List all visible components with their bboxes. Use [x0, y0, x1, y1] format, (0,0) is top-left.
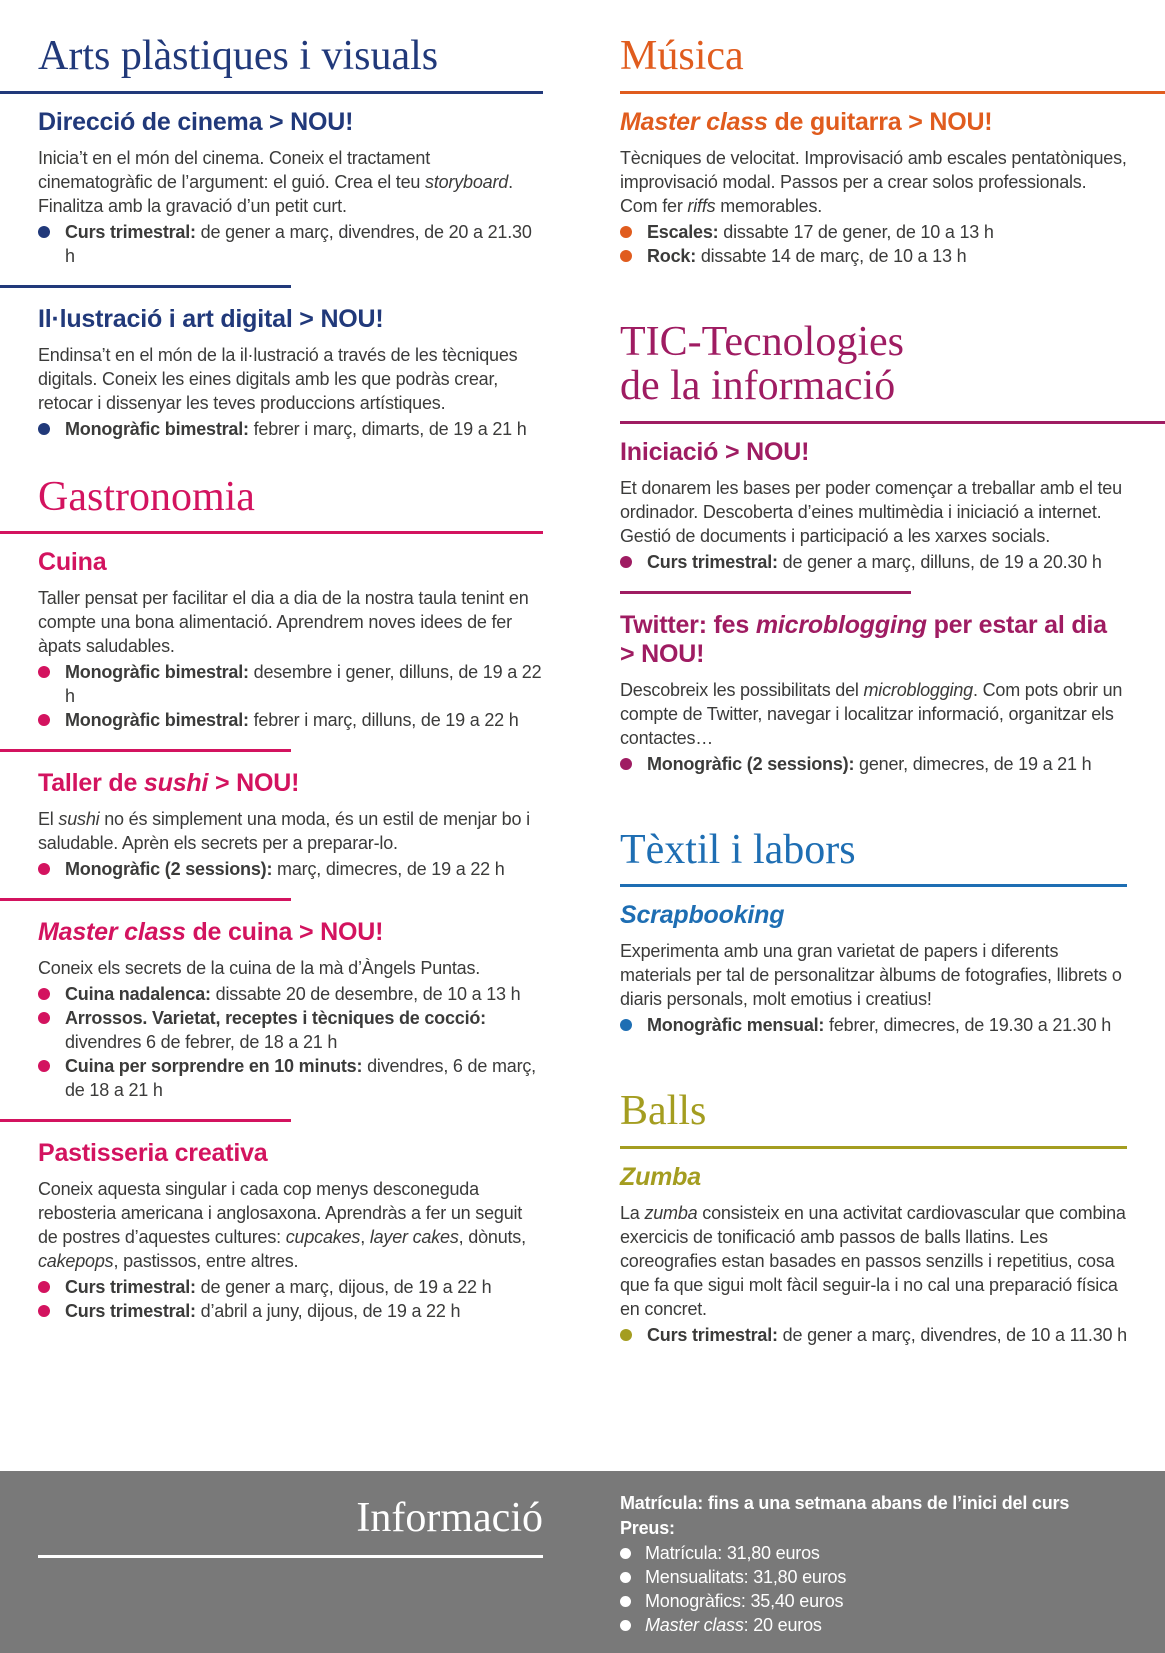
- section-title-rule: [620, 884, 1127, 887]
- schedule-item: [38, 220, 543, 268]
- schedule-item: [620, 1565, 1165, 1589]
- bullet-dot-icon: [38, 226, 50, 238]
- right-column: [620, 34, 1127, 1347]
- text: de gener a març, dilluns, de 19 a 20.30 h: [777, 551, 1102, 572]
- course-heading: [38, 108, 543, 137]
- italic-text: zumba: [644, 1202, 698, 1223]
- schedule-text: [647, 754, 1091, 774]
- schedule-list: [620, 220, 1127, 268]
- left-column: [0, 34, 543, 1347]
- italic-text: Master class: [645, 1615, 744, 1635]
- section-gastronomia: [38, 475, 543, 1324]
- italic-text: sushi: [143, 769, 209, 798]
- bullet-dot-icon: [38, 988, 50, 1000]
- bold-lead-in: Curs trimestral:: [65, 221, 196, 242]
- text: Coneix aquesta singular i cada cop menys desconeguda rebosteria americana i anglosaxona. Aprendràs a fer un seguit de postres d’aquestes cultures:: [38, 1179, 523, 1248]
- schedule-text: [647, 1015, 1111, 1035]
- text: Twitter: fes: [620, 610, 756, 639]
- section-title: Música: [620, 33, 744, 79]
- text: divendres 6 de febrer, de 18 a 21 h: [65, 1032, 338, 1053]
- course-description: [620, 1201, 1127, 1321]
- schedule-list: [620, 1013, 1127, 1037]
- schedule-list: [38, 660, 543, 732]
- text: març, dimecres, de 19 a 22 h: [272, 859, 505, 880]
- schedule-text: [65, 1008, 486, 1052]
- bullet-dot-icon: [620, 1019, 632, 1031]
- bullet-dot-icon: [620, 1620, 631, 1631]
- bullet-dot-icon: [620, 758, 632, 770]
- course-divider: [0, 898, 291, 901]
- text: consisteix en una activitat cardiovascular que combina exercicis de tonificació amb passos de balls llatins. Les coreografies estan basades en passos senzills i repetitius, cosa que fa que sigui molt fàcil seguir-la i no cal una preparació física en concret.: [620, 1202, 1126, 1319]
- bold-lead-in: Arrossos. Varietat, receptes i tècniques de cocció:: [65, 1008, 486, 1029]
- text: desembre i gener, dilluns, de 19 a 22 h: [65, 662, 542, 707]
- italic-text: layer cakes: [369, 1227, 459, 1248]
- bullet-dot-icon: [38, 1281, 50, 1293]
- section-title-rule: [620, 91, 1165, 94]
- bold-lead-in: Monogràfic (2 sessions):: [65, 859, 273, 880]
- schedule-list: [620, 1323, 1127, 1347]
- text: Taller de: [38, 769, 144, 798]
- bullet-dot-icon: [38, 863, 50, 875]
- text: > NOU!: [208, 769, 300, 798]
- text: , pastissos, entre altres.: [113, 1251, 299, 1272]
- text: Coneix els secrets de la cuina de la mà d’Àngels Puntas.: [38, 958, 481, 979]
- schedule-text: [647, 1325, 1127, 1345]
- text: Il·lustració i art digital > NOU!: [38, 304, 384, 333]
- text: Et donarem les bases per poder començar a treballar amb el teu ordinador. Descoberta d’eines multimèdia i iniciació a internet. Gestió de documents i participació a les xarxes socials.: [620, 477, 1122, 546]
- schedule-list: [38, 857, 543, 881]
- course-heading: [620, 611, 1127, 669]
- info-footer: [0, 1471, 1165, 1653]
- section-title: Balls: [620, 1088, 707, 1135]
- schedule-text: [645, 1567, 846, 1587]
- schedule-item: [620, 1589, 1165, 1613]
- text: divendres, 6 de març, de 18 a 21 h: [65, 1056, 536, 1101]
- footer-note: [620, 1516, 1165, 1541]
- bold-lead-in: Curs trimestral:: [647, 551, 778, 572]
- section-title-rule: [620, 1146, 1127, 1149]
- bold-lead-in: Curs trimestral:: [647, 1324, 778, 1345]
- course-heading: [620, 1163, 1127, 1192]
- italic-text: Master class: [38, 918, 186, 947]
- text: Cuina: [38, 548, 107, 577]
- course-description: [38, 586, 543, 658]
- bullet-dot-icon: [38, 423, 50, 435]
- bold-lead-in: Curs trimestral:: [65, 1301, 196, 1322]
- schedule-text: [65, 1056, 536, 1100]
- text: La: [620, 1202, 645, 1223]
- text: no és simplement una moda, és un estil de menjar bo i saludable. Aprèn els secrets per a preparar-lo.: [38, 809, 530, 854]
- section-title: Tèxtil i labors: [620, 826, 856, 873]
- text: de gener a març, divendres, de 10 a 11.30 h: [777, 1324, 1127, 1345]
- text: memorables.: [715, 195, 823, 216]
- course-description: [620, 939, 1127, 1011]
- schedule-list: [620, 550, 1127, 574]
- schedule-item: [620, 752, 1127, 776]
- schedule-item: [38, 857, 543, 881]
- course-divider: [0, 285, 291, 288]
- schedule-text: [65, 662, 541, 706]
- schedule-text: [645, 1543, 820, 1563]
- course-description: [38, 146, 543, 218]
- course-heading: [38, 769, 543, 798]
- bold-lead-in: Preus:: [620, 1518, 675, 1538]
- italic-text: microblogging: [755, 610, 927, 639]
- bullet-dot-icon: [38, 666, 50, 678]
- schedule-text: [647, 246, 966, 266]
- section-title: Arts plàstiques i visuals: [38, 33, 439, 79]
- bullet-dot-icon: [38, 1012, 50, 1024]
- text: Descobreix les possibilitats del: [620, 679, 864, 700]
- schedule-item: [620, 1323, 1127, 1347]
- text: Inicia’t en el món del cinema. Coneix el tractament cinematogràfic de l’argument: el guió. Crea el teu: [38, 147, 430, 192]
- section-title-rule: [0, 91, 543, 94]
- text: per estar al dia > NOU!: [620, 610, 1107, 668]
- section-textil: [620, 828, 1127, 1038]
- text: Mensualitats: 31,80 euros: [645, 1567, 847, 1587]
- bullet-dot-icon: [620, 1596, 631, 1607]
- text: . Finalitza amb la gravació d’un petit curt.: [38, 171, 513, 216]
- course-description: [38, 343, 543, 415]
- footer-pricing-block: [620, 1471, 1165, 1653]
- bullet-dot-icon: [620, 1329, 632, 1341]
- bold-lead-in: Monogràfic bimestral:: [65, 710, 249, 731]
- schedule-text: [65, 710, 519, 730]
- schedule-list: [38, 220, 543, 268]
- footer-title: Informació: [356, 1495, 543, 1541]
- text: d’abril a juny, dijous, de 19 a 22 h: [195, 1301, 461, 1322]
- bullet-dot-icon: [38, 714, 50, 726]
- bold-lead-in: Cuina per sorprendre en 10 minuts:: [65, 1056, 363, 1077]
- text: febrer i març, dimarts, de 19 a 21 h: [248, 418, 527, 439]
- text: febrer, dimecres, de 19.30 a 21.30 h: [824, 1015, 1112, 1036]
- bold-lead-in: Curs trimestral:: [65, 1277, 196, 1298]
- text: Experimenta amb una gran varietat de papers i diferents materials per tal de personalitzar àlbums de fotografies, llibrets o diaris personals, molt emotius i creatius!: [620, 941, 1122, 1010]
- schedule-list: [38, 1275, 543, 1323]
- course-heading: [38, 548, 543, 577]
- bold-lead-in: Monogràfic mensual:: [647, 1015, 825, 1036]
- schedule-item: [38, 982, 543, 1006]
- schedule-text: [65, 222, 532, 266]
- course-description: [38, 956, 543, 980]
- section-title: TIC-Tecnologies de la informació: [620, 318, 904, 410]
- italic-text: cupcakes: [285, 1227, 361, 1248]
- text: Iniciació > NOU!: [620, 437, 810, 466]
- schedule-text: [647, 552, 1102, 572]
- bullet-dot-icon: [620, 556, 632, 568]
- text: , dònuts,: [458, 1227, 526, 1248]
- text: dissabte 17 de gener, de 10 a 13 h: [718, 221, 994, 242]
- course-description: [620, 678, 1127, 750]
- text: gener, dimecres, de 19 a 21 h: [854, 753, 1092, 774]
- schedule-list: [38, 982, 543, 1102]
- schedule-item: [38, 1299, 543, 1323]
- course-heading: [620, 438, 1127, 467]
- course-heading: [38, 918, 543, 947]
- italic-text: storyboard: [425, 171, 509, 192]
- text: Direcció de cinema > NOU!: [38, 107, 354, 136]
- schedule-text: [645, 1615, 822, 1635]
- course-divider: [620, 591, 911, 594]
- course-heading: [620, 108, 1127, 137]
- text: dissabte 20 de desembre, de 10 a 13 h: [210, 984, 521, 1005]
- text: dissabte 14 de març, de 10 a 13 h: [696, 245, 967, 266]
- course-description: [620, 146, 1127, 218]
- bullet-dot-icon: [38, 1060, 50, 1072]
- footer-title-block: [0, 1471, 543, 1653]
- text: de cuina > NOU!: [185, 918, 384, 947]
- text: Taller pensat per facilitar el dia a dia de la nostra taula tenint en compte una bona alimentació. Aprendrem noves idees de fer àpats saludables.: [38, 588, 529, 657]
- bold-lead-in: Monogràfic bimestral:: [65, 662, 249, 683]
- course-heading: [38, 1139, 543, 1168]
- course-description: [620, 476, 1127, 548]
- bold-lead-in: Cuina nadalenca:: [65, 984, 211, 1005]
- schedule-text: [645, 1591, 843, 1611]
- schedule-item: [620, 1541, 1165, 1565]
- section-musica: [620, 34, 1127, 268]
- schedule-item: [620, 220, 1127, 244]
- section-title-rule: [0, 531, 543, 534]
- schedule-item: [620, 1613, 1165, 1637]
- course-heading: [620, 901, 1127, 930]
- schedule-item: [38, 1275, 543, 1299]
- schedule-item: [38, 1006, 543, 1054]
- italic-text: sushi: [58, 809, 100, 830]
- course-description: [38, 807, 543, 855]
- section-arts: [38, 34, 543, 441]
- section-title: Gastronomia: [38, 473, 255, 520]
- course-divider: [0, 749, 291, 752]
- course-heading: [38, 305, 543, 334]
- text: Tècniques de velocitat. Improvisació amb escales pentatòniques, improvisació modal. Passos per a crear solos professionals. Com fer: [620, 147, 1127, 216]
- schedule-text: [65, 1277, 491, 1297]
- course-divider: [0, 1119, 291, 1122]
- text: de gener a març, divendres, de 20 a 21.30 h: [65, 221, 532, 266]
- bold-lead-in: Rock:: [647, 245, 697, 266]
- schedule-list: [38, 417, 543, 441]
- schedule-item: [620, 550, 1127, 574]
- schedule-text: [65, 419, 527, 439]
- footer-note: [620, 1491, 1165, 1516]
- bold-lead-in: Escales:: [647, 221, 719, 242]
- bullet-dot-icon: [620, 1548, 631, 1559]
- italic-text: microblogging: [863, 679, 973, 700]
- schedule-item: [38, 1054, 543, 1102]
- schedule-item: [38, 417, 543, 441]
- text: . Com pots obrir un compte de Twitter, navegar i localitzar informació, organitzar els contactes…: [620, 679, 1123, 748]
- text: Pastisseria creativa: [38, 1139, 268, 1168]
- bullet-dot-icon: [38, 1305, 50, 1317]
- course-description: [38, 1177, 543, 1273]
- italic-text: Zumba: [620, 1162, 701, 1191]
- schedule-item: [38, 708, 543, 732]
- text: de guitarra > NOU!: [767, 107, 993, 136]
- text: de gener a març, dijous, de 19 a 22 h: [195, 1277, 492, 1298]
- italic-text: riffs: [687, 195, 716, 216]
- italic-text: Scrapbooking: [620, 901, 785, 930]
- schedule-text: [65, 859, 505, 879]
- text: ,: [360, 1227, 370, 1248]
- text: febrer i març, dilluns, de 19 a 22 h: [248, 710, 519, 731]
- footer-title-rule: [38, 1555, 543, 1558]
- text: Endinsa’t en el món de la il·lustració a través de les tècniques digitals. Coneix les eines digitals amb les que podràs crear, retocar i dissenyar les teves produccions artístiques.: [38, 344, 518, 413]
- bold-lead-in: Monogràfic (2 sessions):: [647, 753, 855, 774]
- schedule-list: [620, 752, 1127, 776]
- schedule-text: [65, 984, 520, 1004]
- text: Matrícula: 31,80 euros: [645, 1543, 820, 1563]
- italic-text: cakepops: [38, 1251, 114, 1272]
- text: : 20 euros: [743, 1615, 822, 1635]
- schedule-item: [620, 1013, 1127, 1037]
- section-title-rule: [620, 421, 1165, 424]
- text: El: [38, 809, 59, 830]
- bullet-dot-icon: [620, 250, 632, 262]
- bullet-dot-icon: [620, 226, 632, 238]
- schedule-text: [65, 1301, 460, 1321]
- italic-text: Master class: [620, 107, 768, 136]
- section-balls: [620, 1089, 1127, 1347]
- schedule-item: [620, 244, 1127, 268]
- bold-lead-in: Matrícula: fins a una setmana abans de l’inici del curs: [620, 1493, 1070, 1513]
- schedule-item: [38, 660, 543, 708]
- schedule-text: [647, 222, 994, 242]
- text: Monogràfics: 35,40 euros: [645, 1591, 844, 1611]
- section-tic: [620, 320, 1127, 776]
- schedule-list: [620, 1541, 1165, 1637]
- bullet-dot-icon: [620, 1572, 631, 1583]
- bold-lead-in: Monogràfic bimestral:: [65, 418, 249, 439]
